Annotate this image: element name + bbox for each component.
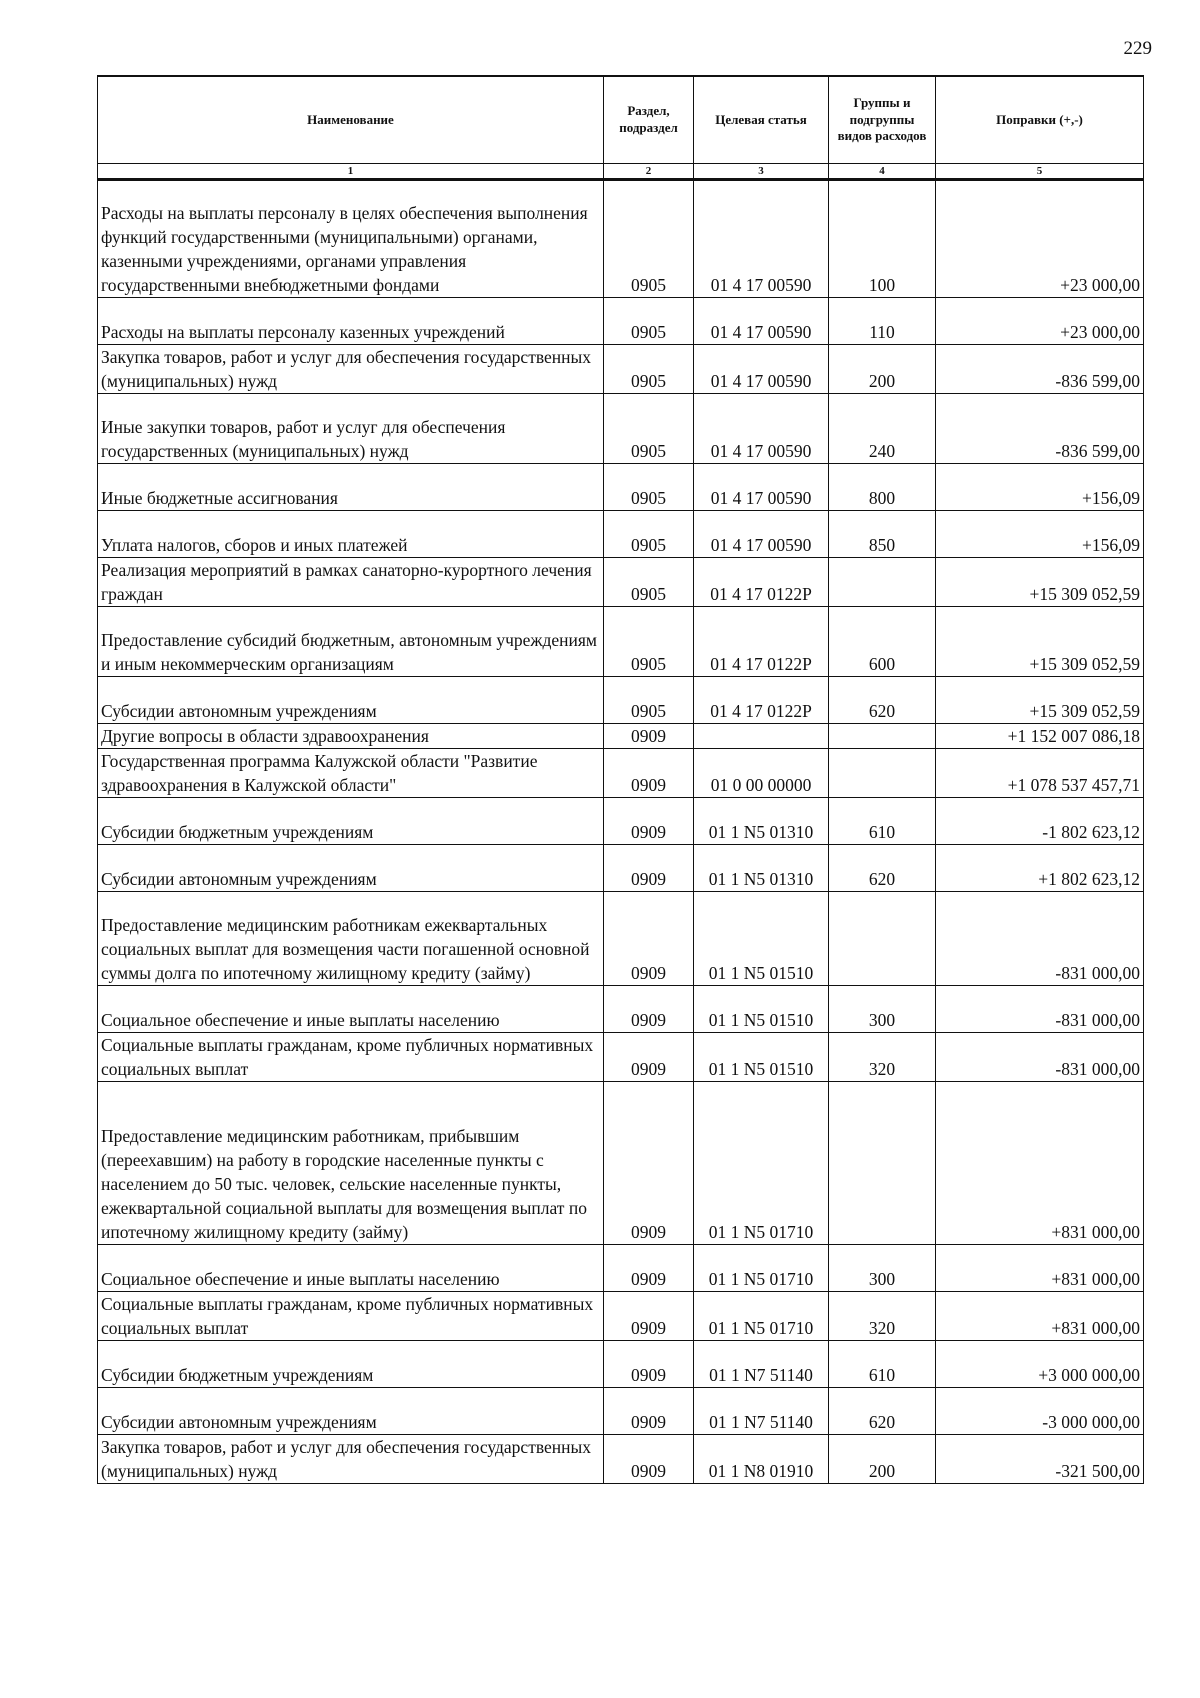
table-header-row bbox=[98, 76, 1144, 164]
table-row bbox=[98, 298, 1144, 345]
row-amount: +3 000 000,00 bbox=[936, 1341, 1144, 1388]
row-section-code: 0909 bbox=[604, 798, 694, 845]
row-target-article: 01 1 N5 01510 bbox=[694, 1033, 829, 1082]
row-expense-group: 240 bbox=[829, 394, 936, 464]
row-name: Другие вопросы в области здравоохранения bbox=[98, 724, 604, 749]
row-name: Субсидии автономным учреждениям bbox=[98, 677, 604, 724]
row-name: Социальное обеспечение и иные выплаты населению bbox=[98, 1245, 604, 1292]
row-expense-group: 620 bbox=[829, 677, 936, 724]
row-expense-group: 300 bbox=[829, 1245, 936, 1292]
row-section-code: 0909 bbox=[604, 724, 694, 749]
row-target-article: 01 4 17 00590 bbox=[694, 464, 829, 511]
row-target-article: 01 1 N5 01710 bbox=[694, 1082, 829, 1245]
row-name: Предоставление медицинским работникам, прибывшим (переехавшим) на работу в городские населенные пункты с населением до 50 тыс. человек, сельские населенные пункты, ежеквартальной социальной выплаты для возмещения выплат по ипотечному жилищному кредиту (займу) bbox=[98, 1082, 604, 1245]
row-target-article: 01 1 N5 01310 bbox=[694, 845, 829, 892]
row-amount: -831 000,00 bbox=[936, 892, 1144, 986]
row-section-code: 0905 bbox=[604, 464, 694, 511]
row-name: Государственная программа Калужской области "Развитие здравоохранения в Калужской области" bbox=[98, 749, 604, 798]
row-section-code: 0905 bbox=[604, 298, 694, 345]
row-section-code: 0905 bbox=[604, 394, 694, 464]
row-name: Реализация мероприятий в рамках санаторно-курортного лечения граждан bbox=[98, 558, 604, 607]
header-target: Целевая статья bbox=[694, 76, 829, 164]
header-name: Наименование bbox=[98, 76, 604, 164]
row-amount: -831 000,00 bbox=[936, 986, 1144, 1033]
row-target-article: 01 1 N7 51140 bbox=[694, 1388, 829, 1435]
header-group: Группы и подгруппы видов расходов bbox=[829, 76, 936, 164]
row-expense-group bbox=[829, 892, 936, 986]
row-name: Субсидии автономным учреждениям bbox=[98, 1388, 604, 1435]
table-row bbox=[98, 798, 1144, 845]
budget-amendments-table bbox=[97, 75, 1144, 1484]
row-target-article: 01 4 17 00590 bbox=[694, 394, 829, 464]
row-expense-group: 800 bbox=[829, 464, 936, 511]
row-expense-group: 600 bbox=[829, 607, 936, 677]
row-amount: +23 000,00 bbox=[936, 180, 1144, 298]
row-target-article: 01 1 N8 01910 bbox=[694, 1435, 829, 1484]
row-expense-group: 300 bbox=[829, 986, 936, 1033]
row-expense-group: 200 bbox=[829, 345, 936, 394]
row-section-code: 0909 bbox=[604, 749, 694, 798]
row-name: Социальное обеспечение и иные выплаты населению bbox=[98, 986, 604, 1033]
row-expense-group: 100 bbox=[829, 180, 936, 298]
row-amount: +15 309 052,59 bbox=[936, 607, 1144, 677]
row-target-article: 01 4 17 00590 bbox=[694, 511, 829, 558]
row-expense-group bbox=[829, 1082, 936, 1245]
row-name: Субсидии бюджетным учреждениям bbox=[98, 1341, 604, 1388]
row-expense-group bbox=[829, 724, 936, 749]
row-section-code: 0905 bbox=[604, 558, 694, 607]
table-row bbox=[98, 749, 1144, 798]
row-expense-group: 620 bbox=[829, 1388, 936, 1435]
column-number: 4 bbox=[829, 164, 936, 180]
row-name: Иные бюджетные ассигнования bbox=[98, 464, 604, 511]
row-section-code: 0905 bbox=[604, 607, 694, 677]
row-name: Субсидии бюджетным учреждениям bbox=[98, 798, 604, 845]
table-row bbox=[98, 1341, 1144, 1388]
row-name: Предоставление медицинским работникам ежеквартальных социальных выплат для возмещения части погашенной основной суммы долга по ипотечному жилищному кредиту (займу) bbox=[98, 892, 604, 986]
row-target-article: 01 1 N5 01510 bbox=[694, 986, 829, 1033]
row-amount: -831 000,00 bbox=[936, 1033, 1144, 1082]
row-amount: +831 000,00 bbox=[936, 1245, 1144, 1292]
row-section-code: 0905 bbox=[604, 511, 694, 558]
row-expense-group: 850 bbox=[829, 511, 936, 558]
table-row bbox=[98, 180, 1144, 298]
table-row bbox=[98, 464, 1144, 511]
column-number: 2 bbox=[604, 164, 694, 180]
row-section-code: 0905 bbox=[604, 345, 694, 394]
row-name: Социальные выплаты гражданам, кроме публичных нормативных социальных выплат bbox=[98, 1292, 604, 1341]
row-target-article: 01 4 17 00590 bbox=[694, 180, 829, 298]
row-expense-group bbox=[829, 749, 936, 798]
column-number: 3 bbox=[694, 164, 829, 180]
table-row bbox=[98, 845, 1144, 892]
table-row bbox=[98, 1435, 1144, 1484]
row-section-code: 0909 bbox=[604, 1388, 694, 1435]
row-amount: -836 599,00 bbox=[936, 394, 1144, 464]
column-number: 1 bbox=[98, 164, 604, 180]
table-row bbox=[98, 677, 1144, 724]
table-row bbox=[98, 1033, 1144, 1082]
row-section-code: 0909 bbox=[604, 986, 694, 1033]
column-number: 5 bbox=[936, 164, 1144, 180]
row-amount: -3 000 000,00 bbox=[936, 1388, 1144, 1435]
row-section-code: 0909 bbox=[604, 845, 694, 892]
row-target-article: 01 4 17 0122P bbox=[694, 677, 829, 724]
table-row bbox=[98, 394, 1144, 464]
row-target-article bbox=[694, 724, 829, 749]
row-amount: -836 599,00 bbox=[936, 345, 1144, 394]
header-amount: Поправки (+,-) bbox=[936, 76, 1144, 164]
row-target-article: 01 1 N7 51140 bbox=[694, 1341, 829, 1388]
row-expense-group bbox=[829, 558, 936, 607]
table-row bbox=[98, 607, 1144, 677]
row-name: Субсидии автономным учреждениям bbox=[98, 845, 604, 892]
row-expense-group: 610 bbox=[829, 798, 936, 845]
table-row bbox=[98, 1245, 1144, 1292]
row-section-code: 0909 bbox=[604, 1435, 694, 1484]
row-amount: +1 078 537 457,71 bbox=[936, 749, 1144, 798]
row-expense-group: 200 bbox=[829, 1435, 936, 1484]
table-row bbox=[98, 892, 1144, 986]
row-expense-group: 110 bbox=[829, 298, 936, 345]
row-section-code: 0909 bbox=[604, 1292, 694, 1341]
row-expense-group: 320 bbox=[829, 1033, 936, 1082]
row-section-code: 0909 bbox=[604, 1245, 694, 1292]
table-body bbox=[98, 180, 1144, 1484]
row-target-article: 01 1 N5 01310 bbox=[694, 798, 829, 845]
row-amount: +15 309 052,59 bbox=[936, 677, 1144, 724]
row-target-article: 01 4 17 0122P bbox=[694, 558, 829, 607]
row-expense-group: 320 bbox=[829, 1292, 936, 1341]
row-target-article: 01 4 17 00590 bbox=[694, 345, 829, 394]
table-row bbox=[98, 345, 1144, 394]
row-expense-group: 610 bbox=[829, 1341, 936, 1388]
row-amount: +156,09 bbox=[936, 464, 1144, 511]
table-row bbox=[98, 1082, 1144, 1245]
table-row bbox=[98, 558, 1144, 607]
table-row bbox=[98, 1388, 1144, 1435]
row-section-code: 0909 bbox=[604, 1033, 694, 1082]
row-amount: -1 802 623,12 bbox=[936, 798, 1144, 845]
row-section-code: 0909 bbox=[604, 1341, 694, 1388]
table-row bbox=[98, 986, 1144, 1033]
row-name: Закупка товаров, работ и услуг для обеспечения государственных (муниципальных) нужд bbox=[98, 345, 604, 394]
row-section-code: 0909 bbox=[604, 1082, 694, 1245]
row-name: Предоставление субсидий бюджетным, автономным учреждениям и иным некоммерческим организациям bbox=[98, 607, 604, 677]
row-name: Социальные выплаты гражданам, кроме публичных нормативных социальных выплат bbox=[98, 1033, 604, 1082]
row-section-code: 0909 bbox=[604, 892, 694, 986]
row-target-article: 01 1 N5 01710 bbox=[694, 1292, 829, 1341]
row-section-code: 0905 bbox=[604, 180, 694, 298]
row-amount: +831 000,00 bbox=[936, 1292, 1144, 1341]
row-target-article: 01 0 00 00000 bbox=[694, 749, 829, 798]
row-target-article: 01 4 17 00590 bbox=[694, 298, 829, 345]
row-amount: +1 802 623,12 bbox=[936, 845, 1144, 892]
row-amount: +23 000,00 bbox=[936, 298, 1144, 345]
table-row bbox=[98, 511, 1144, 558]
table-row bbox=[98, 1292, 1144, 1341]
row-amount: -321 500,00 bbox=[936, 1435, 1144, 1484]
row-amount: +156,09 bbox=[936, 511, 1144, 558]
row-amount: +831 000,00 bbox=[936, 1082, 1144, 1245]
row-section-code: 0905 bbox=[604, 677, 694, 724]
row-amount: +15 309 052,59 bbox=[936, 558, 1144, 607]
column-number-row bbox=[98, 164, 1144, 180]
row-name: Расходы на выплаты персоналу казенных учреждений bbox=[98, 298, 604, 345]
row-expense-group: 620 bbox=[829, 845, 936, 892]
row-target-article: 01 1 N5 01510 bbox=[694, 892, 829, 986]
row-target-article: 01 4 17 0122P bbox=[694, 607, 829, 677]
row-amount: +1 152 007 086,18 bbox=[936, 724, 1144, 749]
row-name: Уплата налогов, сборов и иных платежей bbox=[98, 511, 604, 558]
row-target-article: 01 1 N5 01710 bbox=[694, 1245, 829, 1292]
header-section: Раздел, подраздел bbox=[604, 76, 694, 164]
row-name: Иные закупки товаров, работ и услуг для обеспечения государственных (муниципальных) нужд bbox=[98, 394, 604, 464]
table-row bbox=[98, 724, 1144, 749]
row-name: Закупка товаров, работ и услуг для обеспечения государственных (муниципальных) нужд bbox=[98, 1435, 604, 1484]
page-number: 229 bbox=[1123, 38, 1152, 59]
row-name: Расходы на выплаты персоналу в целях обеспечения выполнения функций государственными (муниципальными) органами, казенными учреждениями, органами управления государственными внебюджетными фондами bbox=[98, 180, 604, 298]
